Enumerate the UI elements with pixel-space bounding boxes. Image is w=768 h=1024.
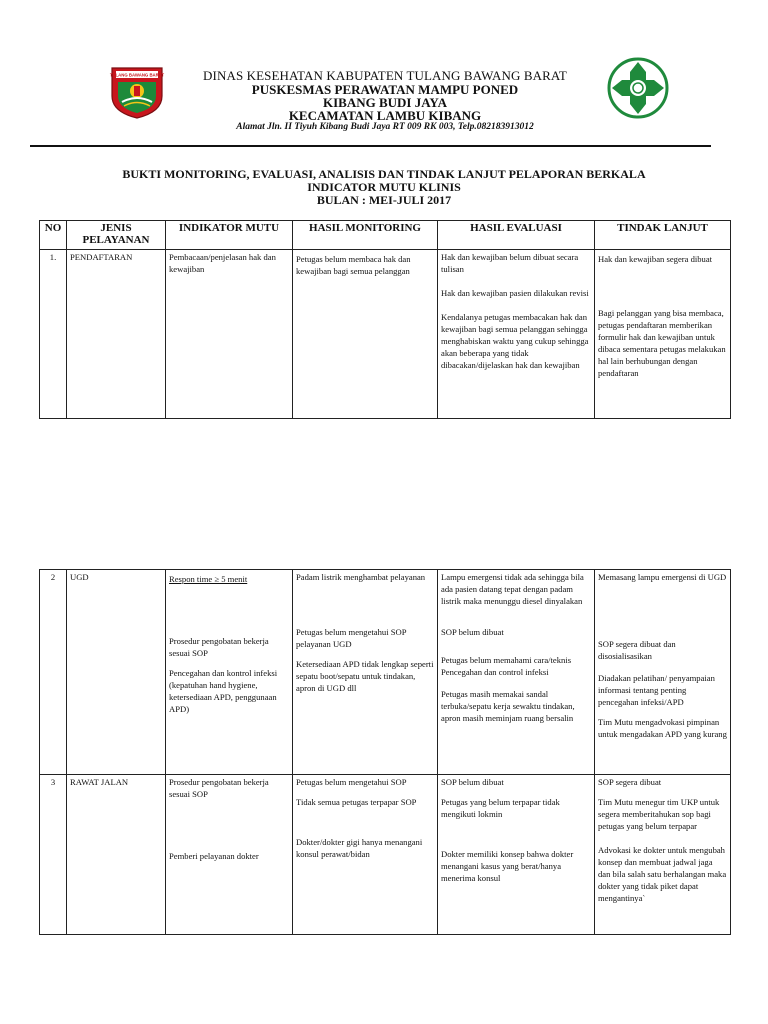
- evaluation-item: Lampu emergensi tidak ada sehingga bila ada pasien datang tepat dengan padam listrik maka menunggu diesel dinyalakan: [441, 572, 584, 606]
- follow-up: [595, 570, 731, 775]
- quality-indicator: Pembacaan/penjelasan hak dan kewajiban: [166, 250, 293, 419]
- agency-name: DINAS KESEHATAN KABUPATEN TULANG BAWANG BARAT: [203, 68, 567, 83]
- monitoring-item: Padam listrik menghambat pelayanan: [296, 572, 426, 582]
- monitoring-result: [293, 775, 438, 935]
- follow-up: [595, 250, 731, 419]
- service-type: UGD: [67, 570, 166, 775]
- monitoring-table-part2: [39, 569, 731, 935]
- document-title: BUKTI MONITORING, EVALUASI, ANALISIS DAN TINDAK LANJUT PELAPORAN BERKALA: [122, 167, 646, 181]
- evaluation-item: Petugas belum memahami cara/teknis Pencegahan dan control infeksi: [441, 655, 572, 677]
- monitoring-item: Tidak semua petugas terpapar SOP: [296, 797, 417, 807]
- indicator-item: Prosedur pengobatan bekerja sesuai SOP: [169, 777, 269, 799]
- puskesmas-name: PUSKESMAS PERAWATAN MAMPU PONED: [251, 82, 519, 97]
- table-header-row: [40, 221, 731, 250]
- header-tindak-lanjut: TINDAK LANJUT: [595, 221, 731, 250]
- row-number: 2: [40, 570, 67, 775]
- indicator-item: Pencegahan dan kontrol infeksi (kepatuhan hand hygiene, ketersediaan APD, penggunaan APD): [169, 668, 278, 714]
- village-name: KIBANG BUDI JAYA: [322, 95, 447, 110]
- address-line: Alamat Jln. II Tiyuh Kibang Budi Jaya RT 009 RK 003, Telp.082183913012: [236, 122, 534, 132]
- follow-up-item: SOP segera dibuat dan disosialisasikan: [598, 639, 676, 661]
- table-row: [40, 570, 731, 775]
- evaluation-result: [438, 250, 595, 419]
- evaluation-item: Petugas yang belum terpapar tidak mengikuti lokmin: [441, 797, 560, 819]
- follow-up-item: Tim Mutu menegur tim UKP untuk segera memberitahukan sop bagi petugas yang belum terpapar: [598, 797, 720, 831]
- monitoring-item: Dokter/dokter gigi hanya menangani konsul perawat/bidan: [296, 837, 423, 859]
- header-hasil-monitoring: HASIL MONITORING: [293, 221, 438, 250]
- follow-up-item: Diadakan pelatihan/ penyampaian informasi tentang penting pencegahan infeksi/APD: [598, 673, 715, 707]
- monitoring-result: [293, 570, 438, 775]
- row-number: 3: [40, 775, 67, 935]
- header-indikator-mutu: INDIKATOR MUTU: [166, 221, 293, 250]
- table-row: [40, 250, 731, 419]
- indicator-item: Pemberi pelayanan dokter: [169, 851, 259, 861]
- service-type: RAWAT JALAN: [67, 775, 166, 935]
- monitoring-item: Petugas belum mengetahui SOP: [296, 777, 407, 787]
- evaluation-item: SOP belum dibuat: [441, 777, 504, 787]
- follow-up-item: Bagi pelanggan yang bisa membaca, petugas pendaftaran memberikan formulir hak dan kewajiban untuk dibaca sementara petugas melakukan hal lain berhubungan dengan pendaftaran: [598, 308, 726, 378]
- indicator-item: Prosedur pengobatan bekerja sesuai SOP: [169, 636, 269, 658]
- evaluation-result: [438, 775, 595, 935]
- district-name: KECAMATAN LAMBU KIBANG: [288, 108, 482, 123]
- monitoring-item: Ketersediaan APD tidak lengkap seperti sepatu boot/sepatu untuk tindakan, apron di UGD dll: [296, 659, 434, 693]
- header-divider: [30, 145, 711, 147]
- logo-lettering: TULANG BAWANG BARAT: [109, 72, 165, 78]
- quality-indicator: [166, 570, 293, 775]
- indicator-item: Respon time ≥ 5 menit: [169, 574, 248, 584]
- evaluation-item: Petugas masih memakai sandal terbuka/sepatu kerja sewaktu tindakan, apron masih meminjam ruang bersalin: [441, 689, 575, 723]
- evaluation-item: Hak dan kewajiban pasien dilakukan revisi: [441, 288, 589, 298]
- header-no: NO: [40, 221, 67, 250]
- evaluation-result: [438, 570, 595, 775]
- follow-up: [595, 775, 731, 935]
- monitoring-item: Petugas belum mengetahui SOP pelayanan UGD: [296, 627, 407, 649]
- follow-up-item: Hak dan kewajiban segera dibuat: [598, 254, 713, 264]
- header-hasil-evaluasi: HASIL EVALUASI: [438, 221, 595, 250]
- monitoring-result: Petugas belum membaca hak dan kewajiban bagi semua pelanggan: [293, 250, 438, 419]
- document-subtitle: INDICATOR MUTU KLINIS: [307, 180, 461, 194]
- follow-up-item: SOP segera dibuat: [598, 777, 662, 787]
- monitoring-table-part1: [39, 220, 731, 419]
- row-number: 1.: [40, 250, 67, 419]
- header-jenis-pelayanan: JENIS PELAYANAN: [67, 221, 166, 250]
- follow-up-item: Memasang lampu emergensi di UGD: [598, 572, 727, 582]
- quality-indicator: [166, 775, 293, 935]
- table-row: [40, 775, 731, 935]
- evaluation-item: Dokter memiliki konsep bahwa dokter menangani kasus yang berat/hanya menerima konsul: [441, 849, 574, 883]
- follow-up-item: Tim Mutu mengadvokasi pimpinan untuk mengadakan APD yang kurang: [598, 717, 727, 739]
- service-type: PENDAFTARAN: [67, 250, 166, 419]
- evaluation-item: SOP belum dibuat: [441, 627, 504, 637]
- follow-up-item: Advokasi ke dokter untuk mengubah konsep dan membuat jadwal jaga dan bila salah satu berhalangan maka dokter yang tidak piket dapat mengantinya`: [598, 845, 727, 903]
- evaluation-item: Hak dan kewajiban belum dibuat secara tulisan: [441, 252, 579, 274]
- document-period: BULAN : MEI-JULI 2017: [316, 193, 452, 207]
- evaluation-item: Kendalanya petugas membacakan hak dan kewajiban bagi semua pelanggan sehingga menghabiskan waktu yang cukup sehingga akan beberapa yang tidak dibacakan/dijelaskan hak dan kewajiban: [441, 312, 589, 370]
